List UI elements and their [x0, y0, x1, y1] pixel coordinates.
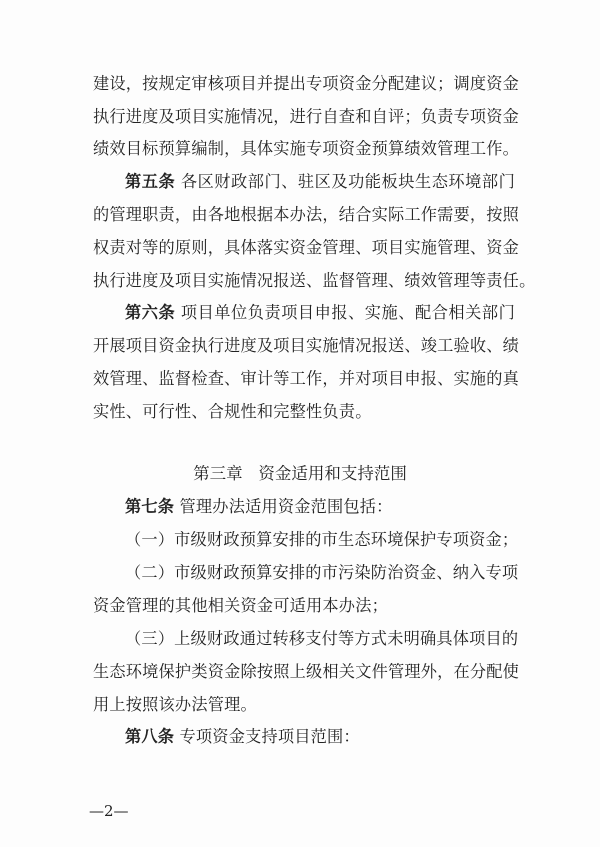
list-item: （一）市级财政预算安排的市生态环境保护专项资金； — [125, 530, 519, 549]
article-8-first-line — [93, 727, 515, 747]
article-5-text: 各区财政部门、驻区及功能板块生态环境部门 — [180, 172, 515, 191]
article-8-title: 第八条 — [125, 727, 175, 746]
paragraph-line: 绩效目标预算编制，具体实施专项资金预算绩效管理工作。 — [93, 139, 520, 158]
paragraph-line: 效管理、监督检查、审计等工作，并对项目申报、实施的真 — [93, 369, 520, 388]
paragraph-line: 的管理职责，由各地根据本办法，结合实际工作需要，按照 — [93, 205, 520, 224]
article-6-first-line — [93, 303, 515, 323]
article-6-text: 项目单位负责项目申报、实施、配合相关部门 — [180, 303, 515, 322]
article-5-title: 第五条 — [125, 172, 176, 191]
article-7-text: 管理办法适用资金范围包括： — [179, 497, 393, 516]
page-number: —2— — [89, 802, 129, 820]
paragraph-line: 权责对等的原则，具体落实资金管理、项目实施管理、资金 — [93, 238, 520, 257]
list-item: （二）市级财政预算安排的市污染防治资金、纳入专项 — [125, 563, 519, 582]
paragraph-line: 实性、可行性、合规性和完整性负责。 — [93, 402, 372, 421]
article-7-title: 第七条 — [125, 497, 175, 516]
paragraph-line: 用上按照该办法管理。 — [93, 695, 257, 714]
paragraph-line: 资金管理的其他相关资金可适用本办法； — [93, 596, 388, 615]
chapter-label: 第三章 — [193, 464, 243, 483]
article-8-text: 专项资金支持项目范围： — [179, 727, 360, 746]
paragraph-line: 开展项目资金执行进度及项目实施情况报送、竣工验收、绩 — [93, 336, 520, 355]
article-6-title: 第六条 — [125, 303, 176, 322]
paragraph-line: 执行进度及项目实施情况报送、监督管理、绩效管理等责任。 — [93, 271, 536, 290]
paragraph-line: 执行进度及项目实施情况，进行自查和自评；负责专项资金 — [93, 107, 520, 126]
article-7-first-line — [93, 497, 515, 517]
article-5-first-line — [93, 172, 515, 192]
paragraph-line: 建设，按规定审核项目并提出专项资金分配建议；调度资金 — [93, 74, 520, 93]
chapter-title: 资金适用和支持范围 — [258, 464, 407, 483]
chapter-heading — [0, 463, 600, 485]
list-item: （三）上级财政通过转移支付等方式未明确具体项目的 — [125, 629, 519, 648]
paragraph-line: 生态环境保护类资金除按照上级相关文件管理外，在分配使 — [93, 662, 520, 681]
